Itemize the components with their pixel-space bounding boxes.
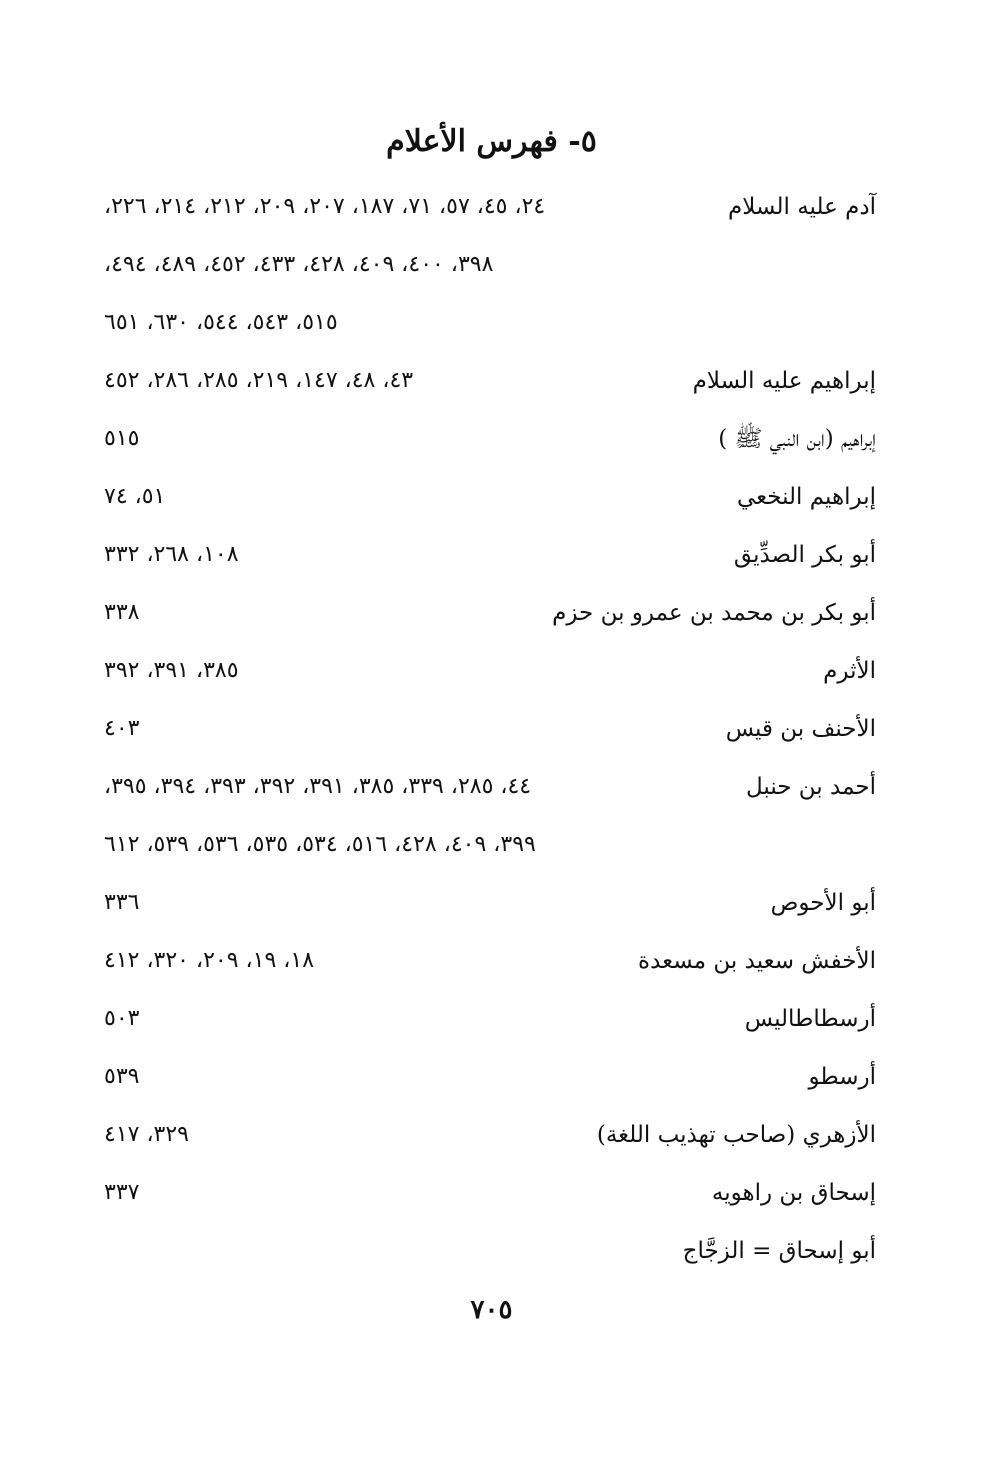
entry-pages: ٥١٥ — [104, 426, 140, 451]
entry-name: الأزهري (صاحب تهذيب اللغة) — [596, 1122, 876, 1148]
index-entry — [104, 700, 876, 758]
entry-name: إبراهيم (ابن النبي ﷺ ) — [718, 426, 876, 452]
entry-pages: ١٠٨، ٢٦٨، ٣٣٢ — [104, 542, 239, 567]
index-entry — [104, 526, 876, 584]
entry-name: الأخفش سعيد بن مسعدة — [638, 948, 876, 974]
entry-name: إسحاق بن راهويه — [711, 1180, 876, 1206]
index-entry — [104, 932, 876, 990]
entry-pages: ٣٩٨، ٤٠٠، ٤٠٩، ٤٢٨، ٤٣٣، ٤٥٢، ٤٨٩، ٤٩٤، — [104, 252, 494, 277]
entry-name: آدم عليه السلام — [728, 194, 876, 220]
entry-name: الأحنف بن قيس — [725, 716, 876, 742]
entry-pages: ٤٠٣ — [104, 716, 140, 741]
index-entry — [104, 874, 876, 932]
index-entry — [104, 1106, 876, 1164]
entry-name: أبو بكر بن محمد بن عمرو بن حزم — [552, 600, 876, 626]
entry-name: أبو بكر الصدِّيق — [733, 542, 876, 568]
entry-name: أحمد بن حنبل — [745, 774, 876, 800]
index-entry — [104, 1048, 876, 1106]
page-number: ٧٠٥ — [470, 1295, 513, 1325]
entry-pages: ٣٩٩، ٤٠٩، ٤٢٨، ٥١٦، ٥٣٤، ٥٣٥، ٥٣٦، ٥٣٩، ٦١٢ — [104, 832, 536, 857]
index-entry — [104, 352, 876, 410]
entry-pages: ٣٨٥، ٣٩١، ٣٩٢ — [104, 658, 239, 683]
index-entry — [104, 816, 876, 874]
entry-pages: ١٨، ١٩، ٢٠٩، ٣٢٠، ٤١٢ — [104, 948, 315, 973]
entry-name: الأثرم — [823, 658, 876, 684]
entry-pages: ٥٠٣ — [104, 1006, 140, 1031]
index-entry — [104, 584, 876, 642]
entry-name: أبو إسحاق = الزجَّاج — [682, 1238, 876, 1264]
entry-pages: ٣٢٩، ٤١٧ — [104, 1122, 189, 1147]
index-entries — [104, 178, 876, 1280]
index-entry — [104, 1222, 876, 1280]
entry-pages: ٤٤، ٢٨٥، ٣٣٩، ٣٨٥، ٣٩١، ٣٩٢، ٣٩٣، ٣٩٤، ٣٩٥، — [104, 774, 532, 799]
entry-pages: ٣٣٦ — [104, 890, 140, 915]
index-entry — [104, 410, 876, 468]
index-entry — [104, 990, 876, 1048]
index-entry — [104, 294, 876, 352]
entry-name: أبو الأحوص — [770, 890, 876, 916]
index-entry — [104, 236, 876, 294]
page-title: ٥- فهرس الأعلام — [386, 124, 597, 159]
entry-name: أرسطو — [808, 1064, 876, 1090]
index-entry — [104, 468, 876, 526]
index-entry — [104, 178, 876, 236]
entry-name: إبراهيم النخعي — [736, 484, 876, 510]
index-entry — [104, 642, 876, 700]
entry-name: إبراهيم عليه السلام — [692, 368, 876, 394]
entry-pages: ٣٣٧ — [104, 1180, 140, 1205]
entry-pages: ٥١، ٧٤ — [104, 484, 166, 509]
entry-pages: ٥٣٩ — [104, 1064, 140, 1089]
index-entry — [104, 1164, 876, 1222]
entry-pages: ٣٣٨ — [104, 600, 140, 625]
entry-pages: ٥١٥، ٥٤٣، ٥٤٤، ٦٣٠، ٦٥١ — [104, 310, 338, 335]
entry-pages: ٢٤، ٤٥، ٥٧، ٧١، ١٨٧، ٢٠٧، ٢٠٩، ٢١٢، ٢١٤، ٢٢٦، — [104, 194, 546, 219]
index-entry — [104, 758, 876, 816]
entry-pages: ٤٣، ٤٨، ١٤٧، ٢١٩، ٢٨٥، ٢٨٦، ٤٥٢ — [104, 368, 414, 393]
entry-name: أرسطاطاليس — [744, 1006, 876, 1032]
